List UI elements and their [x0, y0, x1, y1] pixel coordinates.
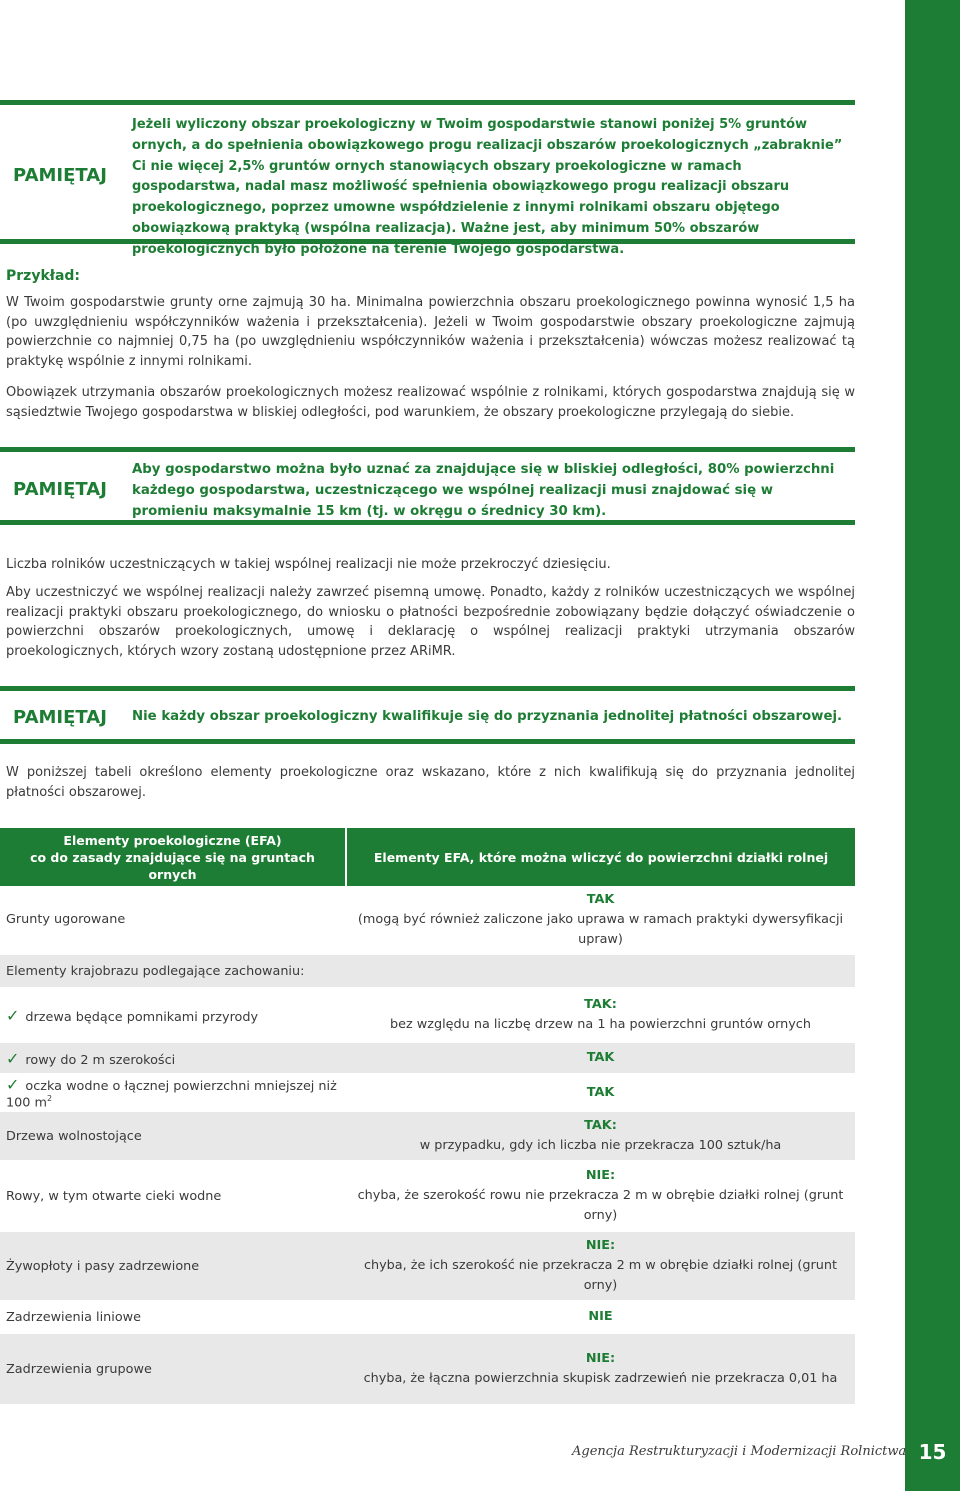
row-eligibility: [346, 954, 855, 988]
remember-text: Jeżeli wyliczony obszar proekologiczny w Twoim gospodarstwie stanowi poniżej 5% gruntów ornych, a do spełnienia obowiązkowego progu realizacji obszarów proekologicznych „zabraknie” Ci nie więcej 2,5% gruntów ornych stanowiących obszary proekologiczne w ramach gospodarstwa, nadal masz możliwość spełnienia obowiązkowego progu realizacji obszaru proekologicznego, poprzez umowne współdzielenie z innymi rolnikami obszaru objętego obowiązkową praktyką (wspólna realizacja). Ważne jest, aby minimum 50% obszarów proekologicznych było położone na terenie Twojego gospodarstwa.: [132, 117, 843, 257]
row-element: Elementy krajobrazu podlegające zachowaniu:: [0, 954, 346, 988]
side-band: [905, 0, 960, 1491]
remember-text: Aby gospodarstwo można było uznać za znajdujące się w bliskiej odległości, 80% powierzchni każdego gospodarstwa, uczestniczącego we wspólnej realizacji musi znajdować się w promieniu maksymalnie 15 km (tj. w okręgu o średnicy 30 km).: [132, 462, 835, 519]
example-paragraph-2: Obowiązek utrzymania obszarów proekologicznych możesz realizować wspólnie z rolnikami, których gospodarstwa znajdują się w sąsiedztwie Twojego gospodarstwa w bliskiej odległości, pod warunkiem, że obszary proekologiczne przylegają do siebie.: [6, 385, 855, 420]
paragraph-participants: Liczba rolników uczestniczących w takiej wspólnej realizacji nie może przekroczyć dziesięciu.: [6, 557, 611, 572]
row-tag: NIE:: [585, 1238, 616, 1254]
remember-box-1: [0, 100, 855, 257]
row-element-label: rowy do 2 m szerokości: [25, 1052, 176, 1068]
row-tag: TAK:: [584, 997, 617, 1012]
remember-box-2: [0, 447, 855, 525]
remember-label: PAMIĘTAJ: [13, 165, 107, 186]
table-header-row: [0, 828, 855, 886]
table-row: [0, 954, 855, 988]
footer-agency: Agencja Restrukturyzacji i Modernizacji Rolnictwa: [572, 1444, 907, 1459]
table-header-eligible: Elementy EFA, które można wliczyć do powierzchni działki rolnej: [346, 828, 855, 886]
paragraph-table-intro: W poniższej tabeli określono elementy proekologiczne oraz wskazano, które z nich kwalifikują się do przyznania jednolitej płatności obszarowej.: [6, 765, 855, 800]
check-icon: ✓: [6, 1048, 20, 1068]
header-line-1: Elementy proekologiczne (EFA): [63, 832, 282, 848]
row-eligibility: [346, 886, 855, 954]
table-row: [0, 1042, 855, 1074]
row-note: bez względu na liczbę drzew na 1 ha powierzchni gruntów ornych: [390, 1017, 811, 1032]
row-element: Drzewa wolnostojące: [0, 1111, 346, 1161]
row-tag: TAK: [586, 891, 615, 907]
table-row: [0, 988, 855, 1042]
row-element: Zadrzewienia liniowe: [0, 1301, 346, 1333]
superscript: 2: [46, 1094, 53, 1103]
example-paragraph-1: W Twoim gospodarstwie grunty orne zajmują 30 ha. Minimalna powierzchnia obszaru proekologicznego powinna wynosić 1,5 ha (po uwzględnieniu współczynników ważenia i przekształcenia). Jeżeli w Twoim gospodarstwie obszary proekologiczne zajmują powierzchnie co najmniej 0,75 ha (po uwzględnieniu współczynników ważenia i przekształcenia) wówczas możesz realizować tą praktykę wspólnie z innymi rolnikami.: [6, 295, 855, 369]
paragraph-agreement: Aby uczestniczyć we wspólnej realizacji należy zawrzeć pisemną umowę. Ponadto, każdy z rolników uczestniczących we wspólnej realizacji praktyki obszaru proekologicznego, do wniosku o płatności bezpośrednie zobowiązany będzie dołączyć oświadczenie o powierzchni obszarów proekologicznych, umowę i deklarację o wspólnej realizacji praktyki utrzymania obszarów proekologicznych, których wzory zostaną udostępnione przez ARiMR.: [6, 585, 855, 659]
row-element: Żywopłoty i pasy zadrzewione: [0, 1231, 346, 1301]
page-number: 15: [918, 1440, 947, 1464]
table-row: [0, 1301, 855, 1333]
remember-box-3: [0, 686, 855, 744]
table-row: [0, 1161, 855, 1231]
table-header-elements: [0, 828, 346, 886]
row-element: [0, 1074, 346, 1111]
row-element: Zadrzewienia grupowe: [0, 1333, 346, 1405]
row-element: [0, 1042, 346, 1074]
row-tag: NIE: [588, 1309, 613, 1325]
row-eligibility: [346, 1042, 855, 1074]
row-eligibility: [346, 1231, 855, 1301]
table-row: [0, 1333, 855, 1405]
row-eligibility: [346, 1333, 855, 1405]
row-element: [0, 988, 346, 1042]
table-row: [0, 1074, 855, 1111]
table-row: [0, 886, 855, 954]
row-note: chyba, że ich szerokość nie przekracza 2 m w obrębie działki rolnej (grunt orny): [363, 1258, 838, 1294]
row-element: Rowy, w tym otwarte cieki wodne: [0, 1161, 346, 1231]
row-note: chyba, że łączna powierzchnia skupisk zadrzewień nie przekracza 0,01 ha: [363, 1371, 838, 1387]
remember-label: PAMIĘTAJ: [13, 479, 107, 500]
remember-text: Nie każdy obszar proekologiczny kwalifikuje się do przyznania jednolitej płatności obszarowej.: [132, 709, 843, 724]
header-line-2: co do zasady znajdujące się na gruntach ornych: [30, 849, 315, 882]
example-label: Przykład:: [6, 268, 81, 284]
row-tag: NIE:: [585, 1168, 616, 1184]
row-tag: TAK: [586, 1084, 615, 1100]
row-tag: TAK: [586, 1050, 615, 1065]
check-icon: ✓: [6, 1075, 20, 1094]
row-note: (mogą być również zaliczone jako uprawa w ramach praktyki dywersyfikacji upraw): [357, 911, 844, 947]
row-tag: NIE:: [585, 1351, 616, 1367]
row-eligibility: [346, 1074, 855, 1111]
row-eligibility: [346, 1161, 855, 1231]
row-note: chyba, że szerokość rowu nie przekracza 2 m w obrębie działki rolnej (grunt orny): [357, 1188, 844, 1224]
remember-label: PAMIĘTAJ: [13, 707, 107, 728]
row-eligibility: [346, 1111, 855, 1161]
efa-table: [0, 828, 855, 1406]
check-icon: ✓: [6, 1005, 20, 1025]
table-row: [0, 1111, 855, 1161]
row-eligibility: [346, 988, 855, 1042]
row-note: w przypadku, gdy ich liczba nie przekracza 100 sztuk/ha: [419, 1138, 782, 1154]
row-element-label: drzewa będące pomnikami przyrody: [25, 1009, 259, 1025]
row-tag: TAK:: [584, 1118, 617, 1134]
row-element-label: oczka wodne o łącznej powierzchni mniejszej niż 100 m: [6, 1079, 337, 1111]
row-element: Grunty ugorowane: [0, 886, 346, 954]
table-row: [0, 1231, 855, 1301]
row-eligibility: [346, 1301, 855, 1333]
